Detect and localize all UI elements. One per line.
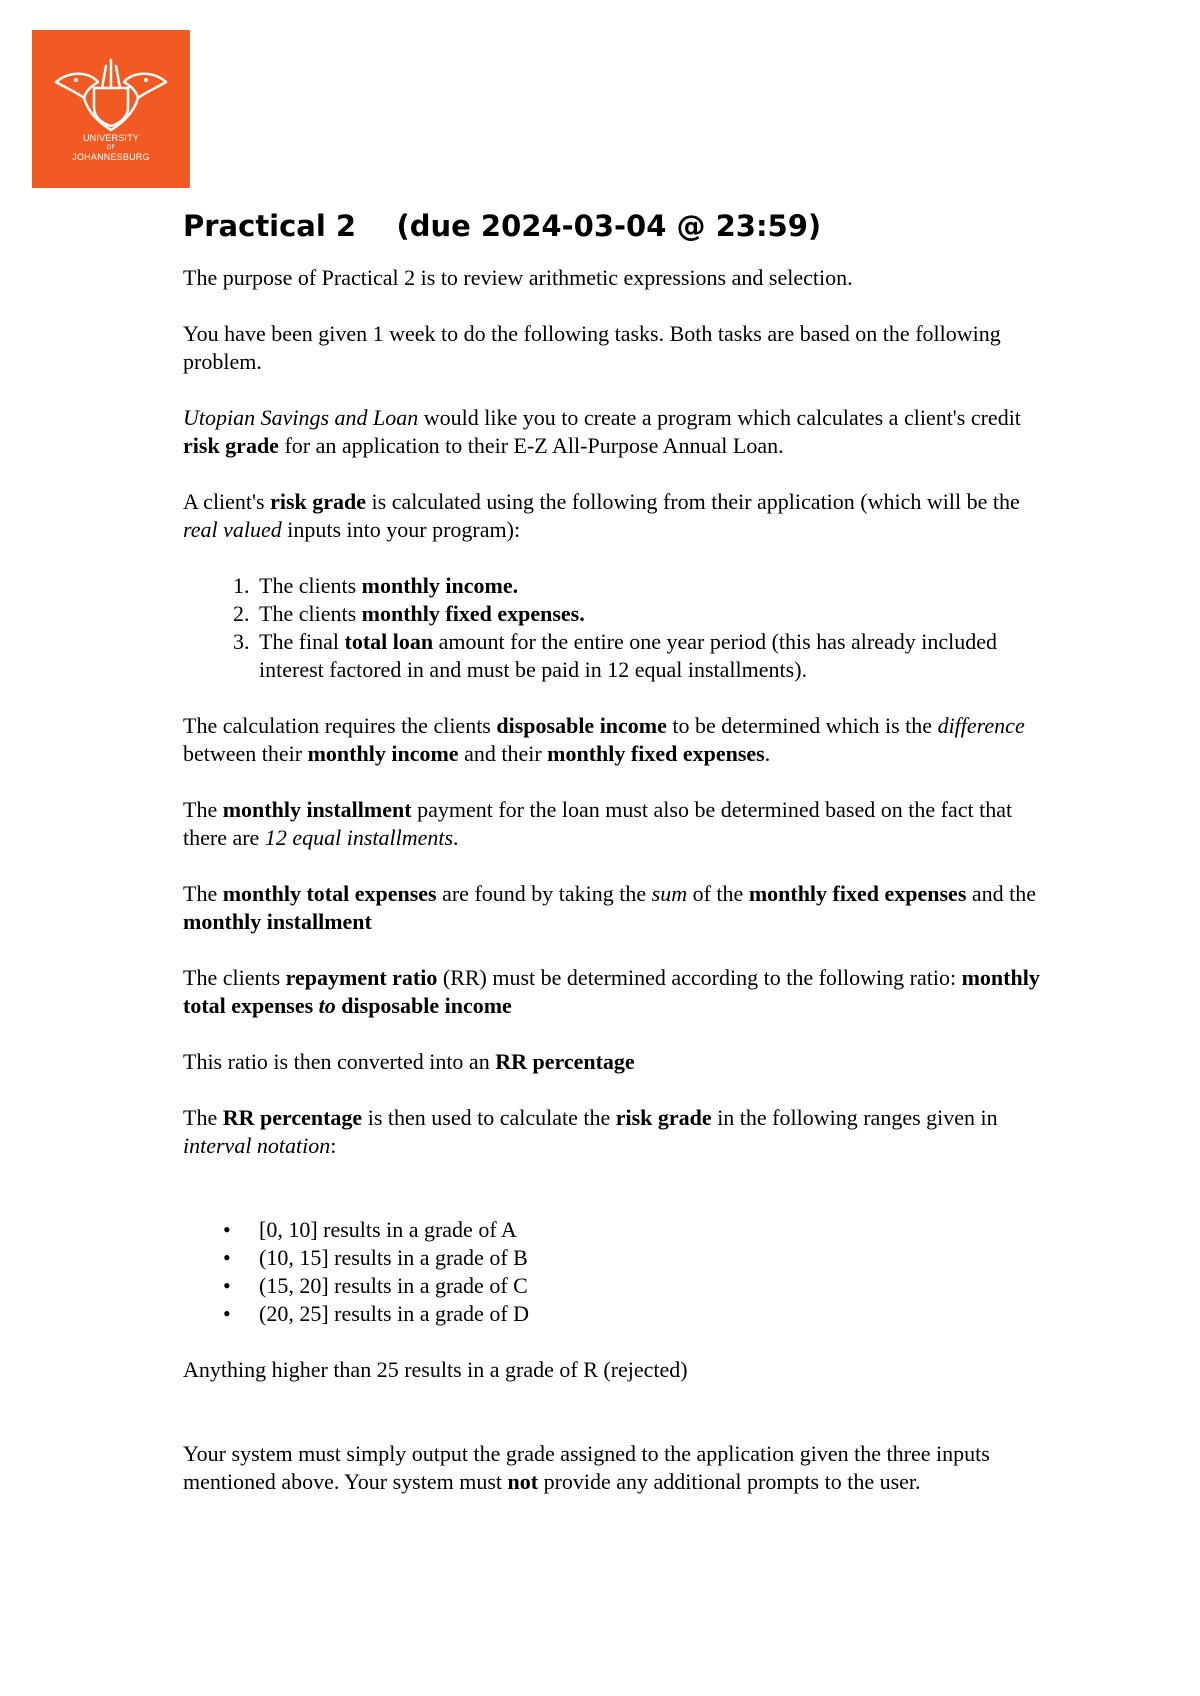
problem-bold-risk-grade: risk grade [183,433,279,458]
input-text: The final [259,629,345,654]
list-item: • (10, 15] results in a grade of B [255,1244,1043,1272]
risk-calc-text: A client's [183,489,271,514]
risk-calc-text-3: inputs into your program): [281,517,521,542]
university-logo [32,30,190,188]
list-item [255,600,1043,628]
input-bold: total loan [344,629,434,654]
total-expenses-text-3: of the [687,881,749,906]
disposable-text: The calculation requires the clients [183,713,497,738]
repayment-bold-3: disposable income [335,993,512,1018]
problem-text-end: for an application to their E-Z All-Purpose Annual Loan. [278,433,784,458]
installment-text-2: payment for the loan must also be determined based on the fact that there are [183,797,1013,850]
total-expenses-text: The [183,881,223,906]
risk-calc-bold: risk grade [270,489,367,514]
ranges-text-3: in the following ranges given in [711,1105,998,1130]
ranges-italic: interval notation [183,1133,331,1158]
installment-bold: monthly installment [222,797,412,822]
total-expenses-italic: sum [651,881,688,906]
list-item [255,628,1043,684]
page-title: Practical 2 (due 2024-03-04 @ 23:59) [183,209,822,243]
repayment-ratio-paragraph [183,964,1043,1020]
disposable-text-3: between their [183,741,308,766]
convert-bold: RR percentage [495,1049,635,1074]
list-item [255,572,1043,600]
list-item: • (15, 20] results in a grade of C [255,1272,1043,1300]
disposable-text-2: to be determined which is the [666,713,938,738]
installment-text: The [183,797,223,822]
input-text-end: amount for the entire one year period (this has already included interest factored in and must be paid in 12 equal installments). [259,629,998,682]
logo-text-university: UNIVERSITY [82,133,139,143]
total-expenses-text-4: and the [966,881,1037,906]
installment-italic: 12 equal installments [264,825,454,850]
disposable-income-paragraph [183,712,1043,768]
risk-calc-italic: real valued [183,517,282,542]
inputs-list [183,572,1043,684]
given-paragraph: You have been given 1 week to do the following tasks. Both tasks are based on the following problem. [183,321,1001,374]
repayment-bold-italic: to [318,993,336,1018]
purpose-paragraph: The purpose of Practical 2 is to review arithmetic expressions and selection. [183,265,853,290]
input-text: The clients [259,601,362,626]
problem-paragraph [183,404,1043,460]
installment-paragraph [183,796,1043,852]
ranges-text-2: is then used to calculate the [362,1105,616,1130]
output-text-2: provide any additional prompts to the user. [538,1469,921,1494]
disposable-bold-3: monthly fixed expenses [547,741,765,766]
ranges-bold-2: risk grade [615,1105,712,1130]
ranges-text-4: : [330,1133,337,1158]
ranges-text: The [183,1105,223,1130]
total-expenses-bold: monthly total expenses [222,881,437,906]
disposable-italic: difference [937,713,1025,738]
convert-text: This ratio is then converted into an [183,1049,496,1074]
disposable-bold: disposable income [496,713,667,738]
logo-text-of: OF [106,145,116,151]
risk-calc-paragraph [183,488,1043,544]
document-body [183,208,1043,1524]
input-bold: monthly income. [361,573,519,598]
list-item: • (20, 25] results in a grade of D [255,1300,1043,1328]
risk-calc-text-2: is calculated using the following from their application (which will be the [366,489,1020,514]
output-text: Your system must simply output the grade assigned to the application given the three inputs mentioned above. Your system must [183,1441,990,1494]
repayment-text-2: (RR) must be determined according to the following ratio: [437,965,962,990]
total-expenses-bold-3: monthly installment [183,909,372,934]
total-expenses-paragraph [183,880,1043,936]
problem-text: would like you to create a program which calculates a client's credit [418,405,1021,430]
spacer [183,1412,1043,1440]
disposable-text-5: . [764,741,771,766]
ranges-bold: RR percentage [222,1105,363,1130]
disposable-text-4: and their [458,741,548,766]
disposable-bold-2: monthly income [307,741,459,766]
repayment-text: The clients [183,965,286,990]
ranges-intro-paragraph [183,1104,1043,1160]
company-name: Utopian Savings and Loan [183,405,419,430]
output-paragraph [183,1440,1043,1496]
list-item: • [0, 10] results in a grade of A [255,1216,1043,1244]
total-expenses-text-2: are found by taking the [436,881,652,906]
repayment-bold: repayment ratio [285,965,438,990]
total-expenses-bold-2: monthly fixed expenses [748,881,967,906]
convert-paragraph [183,1048,1043,1076]
rejected-paragraph: Anything higher than 25 results in a grade of R (rejected) [183,1357,688,1382]
installment-text-3: . [453,825,459,850]
grades-list [183,1216,1043,1328]
input-text: The clients [259,573,362,598]
repayment-bold-2: monthly total expenses [183,965,1040,1018]
input-bold: monthly fixed expenses. [361,601,585,626]
logo-text-johannesburg: JOHANNESBURG [72,152,150,162]
output-bold: not [507,1469,539,1494]
shield-crest-icon [32,30,190,188]
spacer [183,1188,1043,1216]
